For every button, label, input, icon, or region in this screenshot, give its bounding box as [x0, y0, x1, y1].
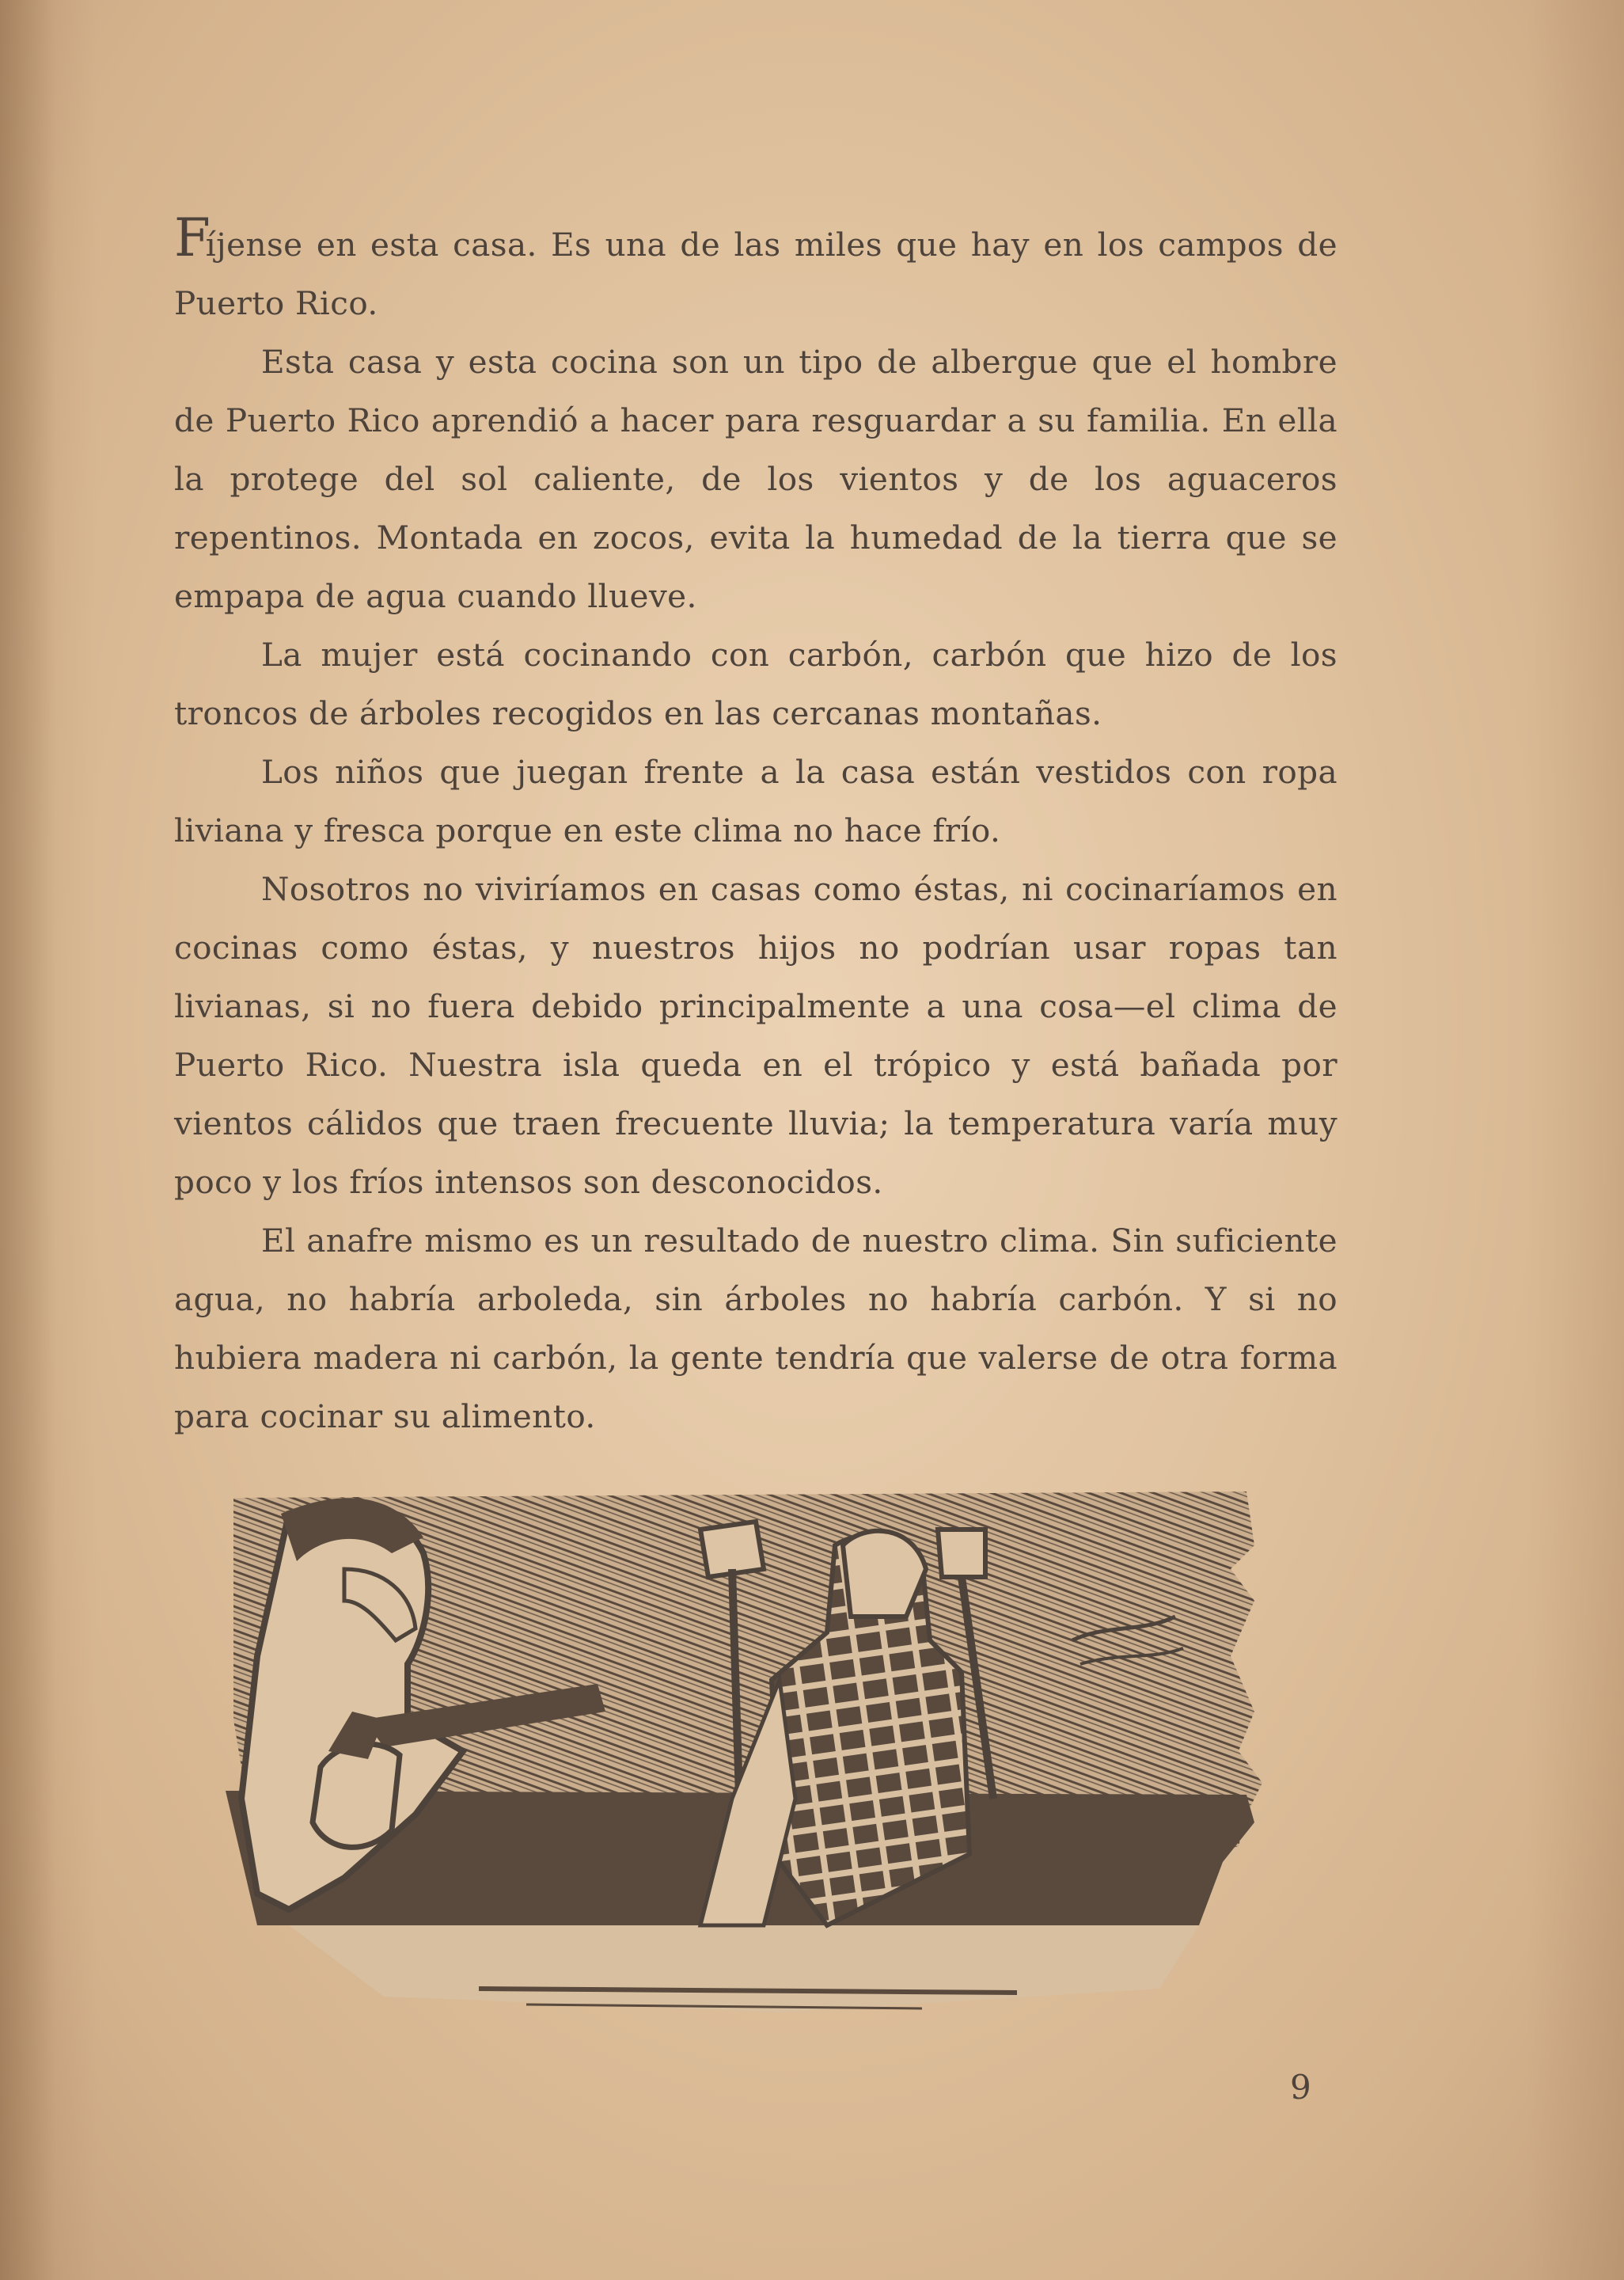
paragraph-4: Los niños que juegan frente a la casa están vestidos con ropa liviana y fresca porque en este clima no hace frío.	[174, 753, 1338, 849]
body-text	[174, 207, 1338, 1446]
paragraph-3: La mujer está cocinando con carbón, carbón que hizo de los troncos de árboles recogidos en las cercanas montañas.	[174, 636, 1338, 732]
page-edge-shadow	[0, 0, 55, 2280]
ground	[289, 1925, 1199, 2012]
paragraph-1	[174, 207, 1338, 332]
paragraph-5: Nosotros no viviríamos en casas como éstas, ni cocinaríamos en cocinas como éstas, y nuestros hijos no podrían usar ropas tan livianas, si no fuera debido principalmente a una cosa—el clima de Puerto Rico. Nuestra isla queda en el trópico y está bañada por vientos cálidos que traen frecuente lluvia; la temperatura varía muy poco y los fríos intensos son desconocidos.	[174, 870, 1338, 1201]
drop-cap: F	[174, 207, 206, 268]
page-number: 9	[1290, 2068, 1311, 2107]
paragraph-2: Esta casa y esta cocina son un tipo de albergue que el hombre de Puerto Rico aprendió a hacer para resguardar a su familia. En ella la protege del sol caliente, de los vientos y de los aguaceros repentinos. Montada en zocos, evita la humedad de la tierra que se empapa de agua cuando llueve.	[174, 343, 1338, 615]
paragraph-1-text: íjense en esta casa. Es una de las miles que hay en los campos de Puerto Rico.	[174, 226, 1338, 322]
paragraph-6: El anafre mismo es un resultado de nuestro clima. Sin suficiente agua, no habría arboleda, sin árboles no habría carbón. Y si no hubiera madera ni carbón, la gente tendría que valerse de otra forma para cocinar su alimento.	[174, 1222, 1338, 1435]
woodcut-illustration	[226, 1482, 1270, 2020]
